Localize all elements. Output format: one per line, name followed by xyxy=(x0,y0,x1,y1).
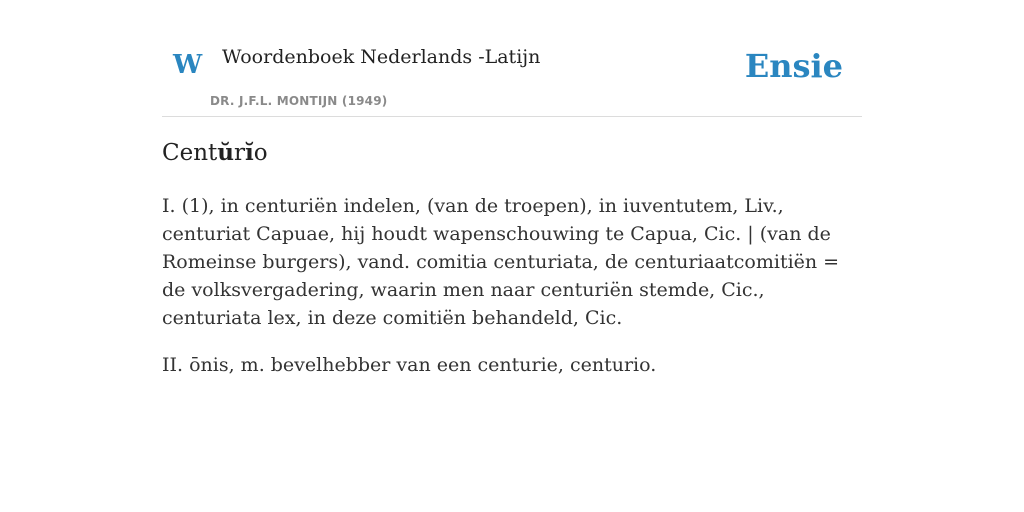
dictionary-title[interactable]: Woordenboek Nederlands -Latijn xyxy=(222,46,541,68)
entry-title xyxy=(162,139,268,168)
entry-paragraph: II. ōnis, m. bevelhebber van een centurie, centurio. xyxy=(162,354,657,376)
dictionary-logo-icon[interactable]: W xyxy=(173,50,203,80)
dictionary-header xyxy=(162,0,862,117)
entry-body xyxy=(162,192,862,398)
entry-paragraph: I. (1), in centuriën indelen, (van de troepen), in iuventutem, Liv., centuriat Capuae, hij houdt wapenschouwing te Capua, Cic. | (van de Romeinse burgers), vand. comitia centuriata, de centuriaatcomitiën = de volksvergadering, waarin men naar centuriën stemde, Cic., centuriata lex, in deze comitiën behandeld, Cic. xyxy=(162,195,840,329)
entry-title-part-accented: ĭ xyxy=(245,139,254,166)
entry-title-part: r xyxy=(234,140,245,166)
entry-title-part: o xyxy=(253,140,268,166)
ensie-brand-link[interactable]: Ensie xyxy=(744,47,843,85)
entry-title-part: Cent xyxy=(162,140,218,166)
entry-title-part-accented: ŭ xyxy=(217,139,234,166)
dictionary-author: DR. J.F.L. MONTIJN (1949) xyxy=(210,94,388,108)
